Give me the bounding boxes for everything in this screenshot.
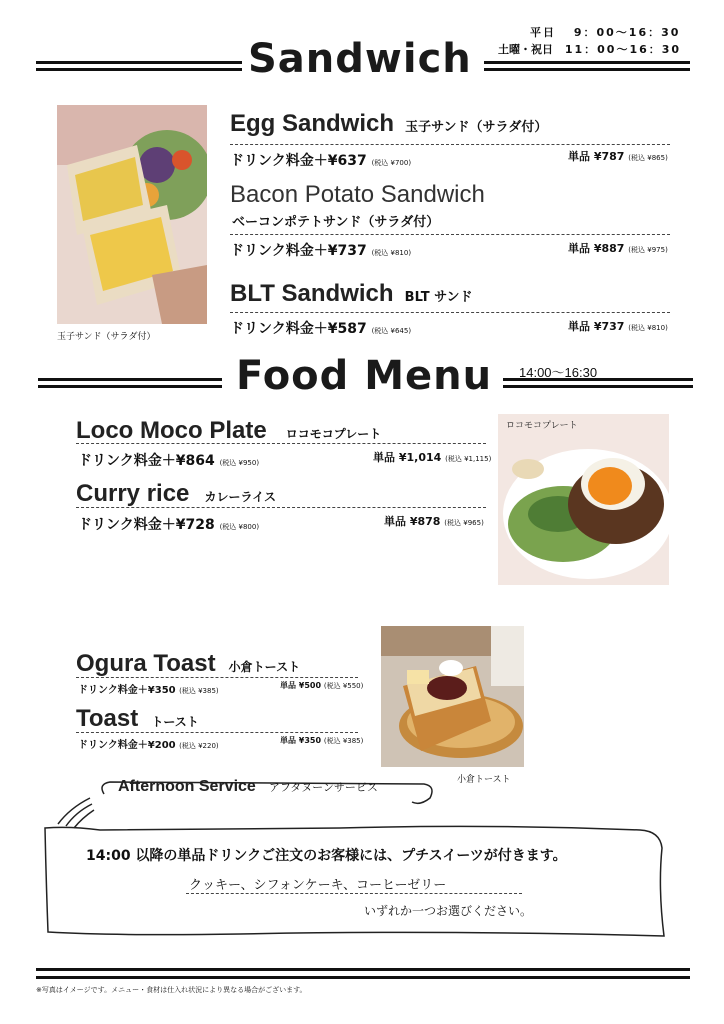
egg-sandwich-caption: 玉子サンド（サラダ付） [57,332,156,342]
single-price-tax: (税込 ¥965) [444,519,484,527]
drink-price-tax: (税込 ¥810) [371,249,412,257]
drink-price-value: ドリンク料金＋¥737 [230,243,367,259]
food-item-curry [76,480,276,508]
divider [76,443,486,444]
footer-rule-top [36,968,690,971]
food-menu-heading: Food Menu [236,353,493,399]
drink-price-tax: (税込 ¥700) [371,159,412,167]
drink-price [230,150,411,170]
drink-price-tax: (税込 ¥385) [179,687,219,695]
drink-price-value: ドリンク料金＋¥200 [78,740,176,751]
drink-price-tax: (税込 ¥220) [179,742,219,750]
heading-rule-right-bottom [503,385,693,388]
heading-rule-right-top [484,61,690,64]
heading-rule-left-top [38,378,222,381]
item-name-jp: ベーコンポテトサンド（サラダ付） [232,215,440,230]
afternoon-title-jp: アフタヌーンサービス [268,781,378,794]
toast-item-ogura [76,650,300,678]
hours-weekday [530,24,680,40]
heading-rule-left-bottom [36,68,242,71]
holiday-time: 11：00〜16：30 [564,43,682,56]
loco-moco-photo [498,414,669,585]
footer-note: ※写真はイメージです。メニュー・食材は仕入れ状況により異なる場合がございます。 [36,986,307,994]
single-price-tax: (税込 ¥865) [628,154,668,162]
single-price [568,318,668,334]
divider [230,312,670,313]
afternoon-line3: いずれか一つお選びください。 [364,904,533,918]
drink-price [78,681,219,696]
item-name-en: Egg Sandwich [230,110,395,137]
heading-rule-left-bottom [38,385,222,388]
ogura-toast-caption: 小倉トースト [457,775,511,785]
divider [230,234,670,235]
single-price-tax: (税込 ¥385) [323,737,364,745]
sandwich-heading: Sandwich [248,36,472,82]
ogura-toast-photo [381,626,524,767]
drink-price [78,514,259,534]
sandwich-item-egg [230,110,547,138]
heading-rule-left-top [36,61,242,64]
item-name-en: BLT Sandwich [230,280,394,307]
drink-price-tax: (税込 ¥645) [371,327,412,335]
item-name-jp: カレーライス [204,490,277,504]
item-name-jp: トースト [151,715,199,729]
divider [186,893,522,894]
loco-moco-caption: ロコモコプレート [506,421,578,431]
food-item-loco-moco [76,417,381,445]
single-price-value: 単品 ¥500 [280,681,322,690]
drink-price-value: ドリンク料金＋¥587 [230,321,367,337]
toast-item-plain [76,705,199,733]
hours-holiday [498,41,681,57]
single-price-value: 単品 ¥737 [568,320,625,333]
item-name-jp: 小倉トースト [228,660,301,674]
drink-price-value: ドリンク料金＋¥350 [78,685,176,696]
food-menu-time: 14:00〜16:30 [519,365,598,380]
divider [230,144,670,145]
single-price-value: 単品 ¥350 [280,736,322,745]
heading-rule-right-bottom [484,68,690,71]
divider [76,677,358,678]
afternoon-line2: クッキー、シフォンケーキ、コーヒーゼリー [189,878,447,893]
drink-price-value: ドリンク料金＋¥864 [78,453,215,469]
single-price [568,240,668,256]
divider [76,732,358,733]
footer-rule-bottom [36,976,690,979]
weekday-time: 9：00〜16：30 [573,26,681,39]
drink-price-tax: (税込 ¥950) [219,459,260,467]
afternoon-line1: 14:00 以降の単品ドリンクご注文のお客様には、プチスイーツが付きます。 [86,848,567,864]
single-price-value: 単品 ¥878 [384,515,441,528]
afternoon-title-en: Afternoon Service [118,778,256,795]
single-price-value: 単品 ¥1,014 [373,451,442,464]
drink-price-value: ドリンク料金＋¥637 [230,153,367,169]
item-name-en: Bacon Potato Sandwich [230,181,485,208]
drink-price [78,736,219,751]
drink-price [230,318,411,338]
item-name-jp: ロコモコプレート [285,427,382,441]
single-price-value: 単品 ¥787 [568,150,625,163]
single-price [280,680,363,691]
single-price [568,148,668,164]
divider [76,507,486,508]
drink-price-value: ドリンク料金＋¥728 [78,517,215,533]
item-name-jp: BLT サンド [404,290,473,305]
single-price-tax: (税込 ¥810) [628,324,668,332]
egg-sandwich-photo [57,105,207,324]
single-price-tax: (税込 ¥550) [323,682,364,690]
single-price-tax: (税込 ¥1,115) [445,455,492,463]
afternoon-title [118,776,378,796]
item-name-jp: 玉子サンド（サラダ付） [405,120,548,135]
single-price [384,513,484,529]
drink-price [78,450,259,470]
item-name-en: Loco Moco Plate [76,417,267,444]
item-name-en: Ogura Toast [76,650,216,677]
weekday-label: 平日 [530,26,556,39]
item-name-en: Toast [76,705,139,732]
single-price-tax: (税込 ¥975) [628,246,668,254]
drink-price [230,240,411,260]
single-price [373,449,491,465]
single-price-value: 単品 ¥887 [568,242,625,255]
item-name-en: Curry rice [76,480,190,507]
sandwich-item-blt [230,280,472,308]
drink-price-tax: (税込 ¥800) [219,523,260,531]
holiday-label: 土曜・祝日 [498,43,553,56]
single-price [280,735,363,746]
